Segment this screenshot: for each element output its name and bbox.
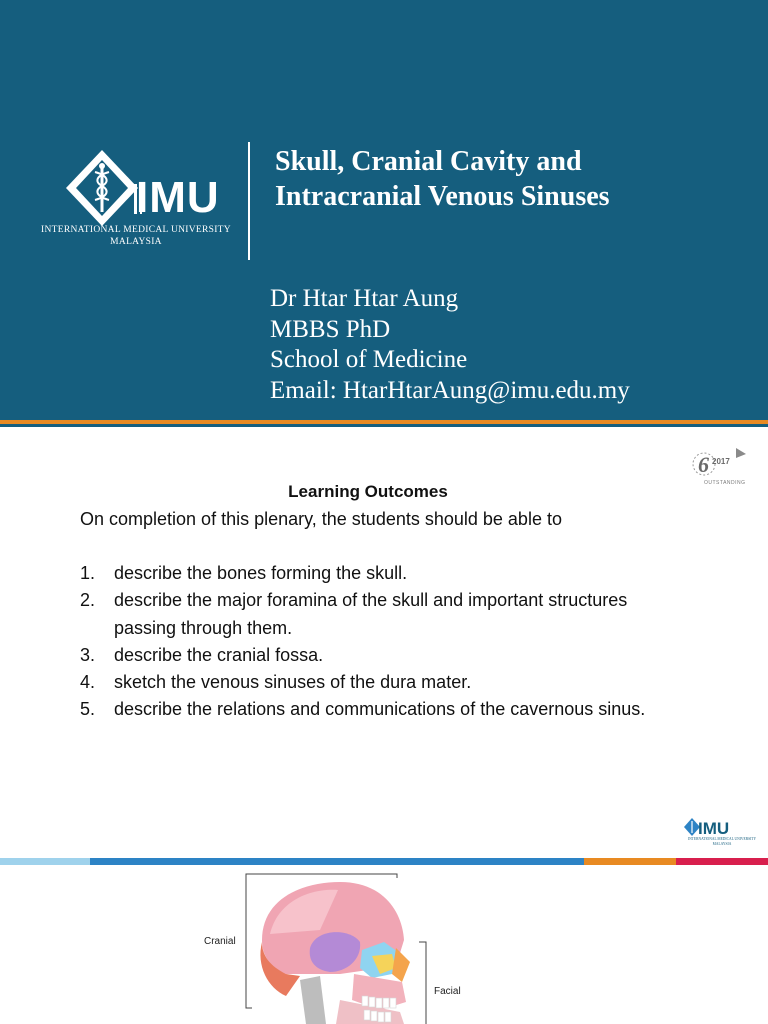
blue-stripe	[0, 424, 768, 427]
list-item	[80, 642, 700, 669]
author-block	[270, 284, 740, 406]
logo-wordmark: IMU	[698, 819, 730, 838]
label-cranial: Cranial	[204, 936, 236, 947]
learning-outcomes-heading: Learning Outcomes	[288, 482, 448, 501]
learning-outcomes-slide	[0, 434, 768, 854]
caduceus-diamond-icon	[62, 148, 142, 228]
list-item-number: 1.	[80, 563, 96, 583]
slide-title-line2: Intracranial Venous Sinuses	[275, 181, 610, 212]
logo-caption-line1: INTERNATIONAL MEDICAL UNIVERSITY	[687, 837, 757, 841]
skull-slide	[0, 870, 768, 1024]
author-name: Dr Htar Htar Aung	[270, 285, 459, 312]
list-item-text: describe the relations and communications of the cavernous sinus.	[114, 699, 646, 720]
list-item	[80, 560, 700, 587]
logo-caption-line1: INTERNATIONAL MEDICAL UNIVERSITY	[41, 225, 231, 235]
footer-bar-red	[676, 858, 768, 865]
imu-logo	[40, 148, 240, 258]
footer-bar-blue	[90, 858, 584, 865]
author-school: School of Medicine	[270, 346, 468, 373]
learning-outcomes-intro: On completion of this plenary, the students should be able to	[80, 509, 562, 529]
logo-caption	[684, 837, 760, 846]
label-facial: Facial	[434, 986, 461, 997]
title-slide	[0, 0, 768, 420]
list-item-number: 3.	[80, 644, 96, 665]
logo-caption	[40, 224, 232, 248]
logo-caption-line2: MALAYSIA	[712, 841, 732, 846]
logo-caption-line2: MALAYSIA	[110, 237, 162, 247]
skull-illustration	[0, 870, 768, 1024]
title-divider	[248, 142, 250, 260]
list-item-number: 2.	[80, 590, 96, 611]
list-item-number: 4.	[80, 672, 96, 693]
list-item-text: describe the major foramina of the skull and important structures passing through them.	[114, 590, 638, 638]
footer-bar-orange	[584, 858, 676, 865]
author-degrees: MBBS PhD	[270, 315, 391, 343]
slide-title	[275, 144, 745, 214]
list-item-text: describe the cranial fossa.	[114, 644, 324, 665]
logo-wordmark: IMU	[136, 173, 220, 222]
list-item	[80, 696, 700, 723]
badge-label: OUTSTANDING	[704, 480, 746, 486]
badge-number: 6	[698, 452, 709, 477]
footer-bar-light-blue	[0, 858, 90, 865]
badge-year: 2017	[712, 457, 730, 466]
list-item-text: sketch the venous sinuses of the dura mater.	[114, 672, 472, 693]
slide-title-line1: Skull, Cranial Cavity and	[275, 146, 582, 177]
list-item	[80, 669, 700, 696]
learning-outcomes-list	[80, 560, 700, 724]
author-email: Email: HtarHtarAung@imu.edu.my	[270, 376, 630, 404]
imu-logo-small	[684, 818, 760, 846]
list-item	[80, 587, 700, 642]
list-item-text: describe the bones forming the skull.	[114, 563, 408, 583]
list-item-number: 5.	[80, 699, 96, 720]
